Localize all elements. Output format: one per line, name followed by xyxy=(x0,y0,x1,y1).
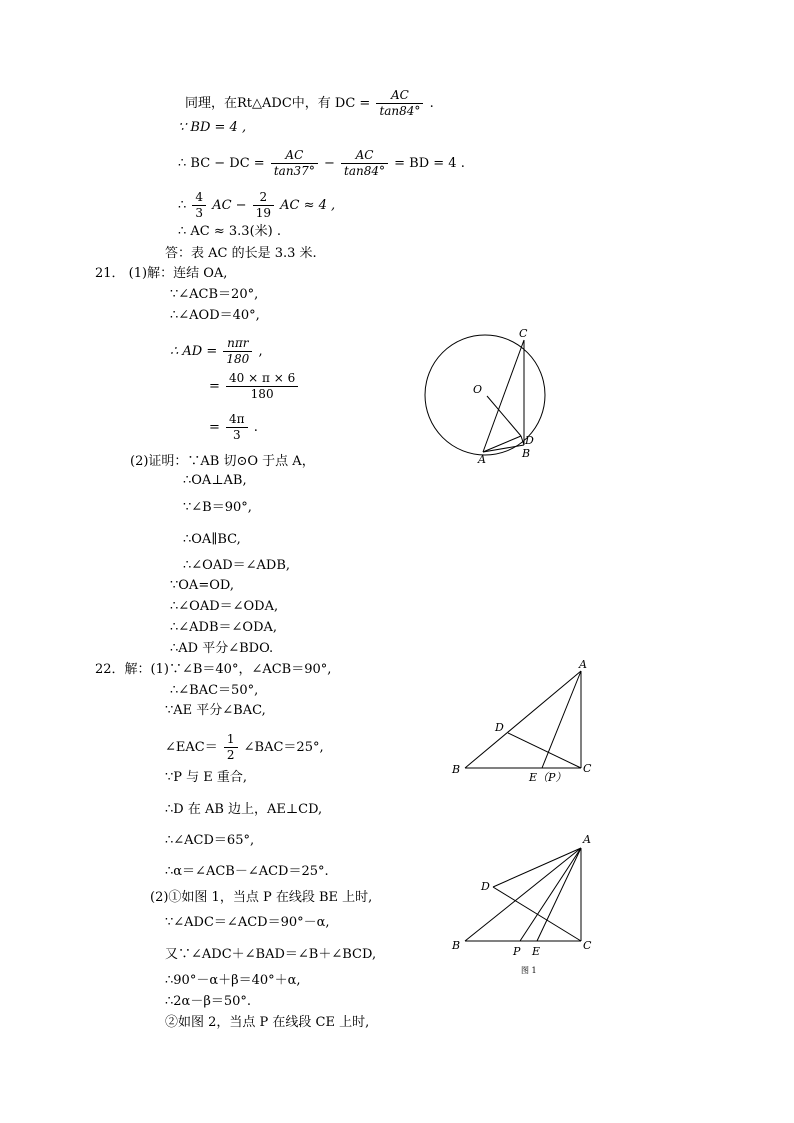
p22-line-5: ∵P 与 E 重合, xyxy=(165,770,248,785)
fraction-denominator: 180 xyxy=(226,352,250,366)
p22-line-9: (2)①如图 1，当点 P 在线段 BE 上时, xyxy=(150,890,373,905)
p22-half-fraction xyxy=(224,732,238,763)
p22-line-4 xyxy=(165,732,324,763)
p21-line-2: ∵∠ACB＝20°, xyxy=(170,287,259,302)
fraction-denominator: 180 xyxy=(250,387,274,401)
p22-line-3: ∵AE 平分∠BAC, xyxy=(165,703,266,718)
p21-proof-heading: (2)证明：∵AB 切⊙O 于点 A， xyxy=(130,454,315,469)
segment-ae xyxy=(542,671,581,768)
p20-minus: − xyxy=(323,156,335,171)
p20-fraction-tan84 xyxy=(341,148,388,179)
p21-line-arc-2 xyxy=(209,371,300,402)
p20-fraction-2-19 xyxy=(253,190,274,221)
fraction-numerator: AC xyxy=(271,148,318,164)
label-d: D xyxy=(481,880,490,893)
label-a: A xyxy=(579,658,587,671)
label-d: D xyxy=(525,434,534,447)
p22-line-12: ∴90°－α＋β＝40°＋α, xyxy=(165,973,301,988)
p21-arc-prefix: ∴ AD = xyxy=(170,344,218,359)
fraction-denominator: 3 xyxy=(195,206,204,220)
p22-line-7: ∴∠ACD＝65°, xyxy=(165,833,255,848)
p22-line-6: ∴D 在 AB 边上，AE⊥CD, xyxy=(165,802,323,817)
label-a: A xyxy=(583,833,591,846)
label-c: C xyxy=(583,939,592,952)
fraction-numerator: nπr xyxy=(223,336,252,352)
p20-answer: 答：表 AC 的长是 3.3 米. xyxy=(165,246,317,261)
circle-figure xyxy=(415,325,565,470)
fraction-denominator: tan37° xyxy=(273,164,315,178)
p21-line-12: ∵OA=OD, xyxy=(170,578,234,593)
p20-dc-fraction xyxy=(376,88,423,119)
segment-ad xyxy=(483,436,521,452)
segment-od xyxy=(487,396,521,436)
p20-line-bc-prefix: ∴ BC − DC = xyxy=(178,156,265,171)
p22-line-11: 又∵∠ADC＋∠BAD＝∠B＋∠BCD, xyxy=(165,947,377,962)
p21-line-arc-3 xyxy=(209,412,258,443)
p20-line-approx xyxy=(178,190,335,221)
label-e: E xyxy=(532,945,541,958)
p20-line-dc-suffix: . xyxy=(429,96,434,111)
p21-line-15: ∴AD 平分∠BDO. xyxy=(170,641,274,656)
p21-arc-suffix: , xyxy=(258,344,263,359)
fraction-denominator: tan84° xyxy=(344,164,385,178)
triangle-figure-2 xyxy=(445,828,605,978)
p22-eac-prefix: ∠EAC＝ xyxy=(165,740,218,755)
segment-dc xyxy=(493,887,581,941)
p21-equals: = xyxy=(209,379,220,394)
fraction-numerator: 2 xyxy=(253,190,274,206)
label-b: B xyxy=(452,939,461,952)
segment-ab xyxy=(483,445,524,452)
p22-line-13: ∴2α－β＝50°. xyxy=(165,994,252,1009)
p20-approx-suffix: AC ≈ 4 , xyxy=(280,198,336,213)
segment-ca xyxy=(483,340,524,452)
p21-fraction-result xyxy=(226,412,248,443)
p21-line-3: ∴∠AOD＝40°, xyxy=(170,308,260,323)
p22-line-14: ②如图 2，当点 P 在线段 CE 上时, xyxy=(165,1015,370,1030)
fraction-numerator: AC xyxy=(376,88,423,104)
fraction-numerator: 40 × π × 6 xyxy=(226,371,298,387)
p20-line-result: ∴ AC ≈ 3.3(米) . xyxy=(178,224,281,239)
p21-equals: = xyxy=(209,420,220,435)
label-p: P xyxy=(513,945,521,958)
p21-line-10: ∴OA∥BC, xyxy=(183,532,241,547)
p22-eac-suffix: ∠BAC＝25°, xyxy=(243,740,324,755)
figure-caption: 图 1 xyxy=(521,966,537,975)
fraction-numerator: 1 xyxy=(224,732,238,748)
p21-line-arc xyxy=(170,336,263,367)
p20-fraction-tan37 xyxy=(271,148,318,179)
triangle-figure-1 xyxy=(445,655,605,790)
fraction-denominator: tan84° xyxy=(379,104,421,118)
label-d: D xyxy=(495,721,504,734)
label-e-p: E（P） xyxy=(529,771,567,784)
p21-line-13: ∴∠OAD＝∠ODA, xyxy=(170,599,279,614)
p20-line-dc-prefix: 同理，在Rt△ADC中，有 DC = xyxy=(185,96,371,111)
p21-line-1: 21． (1)解：连结 OA, xyxy=(95,266,228,281)
segment-ba xyxy=(465,848,581,941)
label-a: A xyxy=(478,453,486,466)
p22-line-2: ∴∠BAC＝50°, xyxy=(170,683,259,698)
p22-line-8: ∴α＝∠ACB－∠ACD＝25°. xyxy=(165,864,329,879)
p21-line-11: ∴∠OAD＝∠ADB, xyxy=(183,558,291,573)
p20-line-bd: ∵ BD = 4 , xyxy=(178,120,247,135)
p22-line-1: 22．解：(1)∵∠B＝40°，∠ACB＝90°, xyxy=(95,662,332,677)
label-c: C xyxy=(519,327,528,340)
p20-line-dc xyxy=(185,88,434,119)
label-b: B xyxy=(522,447,531,460)
p20-ac-minus: AC − xyxy=(212,198,247,213)
p20-line-bc-dc xyxy=(178,148,465,179)
p21-period: . xyxy=(253,420,258,435)
p22-line-10: ∵∠ADC＝∠ACD＝90°－α, xyxy=(165,915,330,930)
p21-line-14: ∴∠ADB＝∠ODA, xyxy=(170,620,278,635)
p20-line-bc-suffix: = BD = 4 . xyxy=(394,156,465,171)
p20-fraction-4-3 xyxy=(192,190,206,221)
fraction-numerator: AC xyxy=(341,148,388,164)
label-c: C xyxy=(583,762,592,775)
p21-line-9: ∵∠B＝90°, xyxy=(183,500,252,515)
fraction-numerator: 4 xyxy=(192,190,206,206)
label-o: O xyxy=(473,383,483,396)
p20-therefore: ∴ xyxy=(178,198,187,213)
p21-arc-fraction xyxy=(223,336,252,367)
fraction-denominator: 3 xyxy=(232,428,241,442)
p21-fraction-calc xyxy=(226,371,298,402)
fraction-denominator: 2 xyxy=(226,748,235,762)
label-b: B xyxy=(452,763,461,776)
fraction-numerator: 4π xyxy=(226,412,248,428)
fraction-denominator: 19 xyxy=(255,206,271,220)
segment-ba xyxy=(465,671,581,768)
p21-line-8: ∴OA⊥AB, xyxy=(183,473,247,488)
